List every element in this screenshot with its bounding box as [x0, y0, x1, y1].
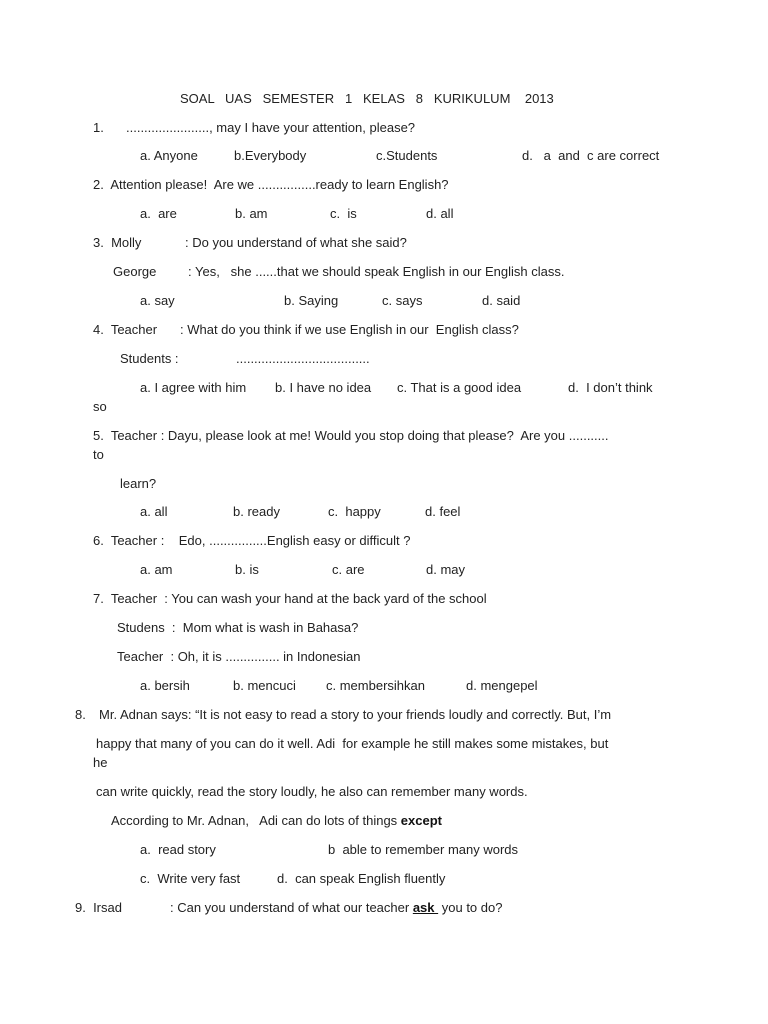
option-c: c. is: [330, 206, 357, 221]
option-a: a. bersih: [140, 678, 190, 693]
question-number: 8.: [75, 707, 86, 722]
option-a: a. am: [140, 562, 173, 577]
dialogue-text-before: : Can you understand of what our teacher: [170, 900, 413, 915]
option-b: b. is: [235, 562, 259, 577]
dialogue-text: : Yes, she ......that we should speak English in our English class.: [188, 264, 565, 279]
option-a: a. say: [140, 293, 175, 308]
option-d-continued: so: [93, 399, 107, 414]
question-text: 5. Teacher : Dayu, please look at me! Would you stop doing that please? Are you ...........: [93, 428, 609, 443]
dialogue-line-1: 7. Teacher : You can wash your hand at the back yard of the school: [93, 591, 487, 606]
option-d: d. I don’t think: [568, 380, 653, 395]
speaker: Students :: [120, 351, 179, 366]
question-text-main: According to Mr. Adnan, Adi can do lots of things: [111, 813, 401, 828]
option-d: d. said: [482, 293, 521, 308]
option-b: b able to remember many words: [328, 842, 519, 857]
passage-line-2: happy that many of you can do it well. Adi for example he still makes some mistakes, but: [96, 736, 609, 751]
question-text: ......................., may I have your attention, please?: [126, 120, 416, 135]
page-title: SOAL UAS SEMESTER 1 KELAS 8 KURIKULUM 2013: [180, 91, 554, 106]
question-text: 2. Attention please! Are we ................ready to learn English?: [93, 177, 449, 192]
option-b: b. Saying: [284, 293, 339, 308]
option-d: d. all: [426, 206, 454, 221]
option-c: c. says: [382, 293, 423, 308]
option-d: d. can speak English fluently: [277, 871, 446, 886]
keyword-except: except: [400, 813, 442, 828]
dialogue-text: : Do you understand of what she said?: [185, 235, 407, 250]
option-d: d. a and c are correct: [522, 148, 660, 163]
keyword-ask: ask: [412, 900, 439, 915]
option-a: a. are: [140, 206, 177, 221]
option-b: b. am: [235, 206, 268, 221]
dialogue-text-after: you to do?: [438, 900, 503, 915]
option-c: c. happy: [328, 504, 381, 519]
passage-line-3: can write quickly, read the story loudly, he also can remember many words.: [96, 784, 528, 799]
option-d: d. may: [426, 562, 466, 577]
speaker: George: [113, 264, 157, 279]
speaker: 3. Molly: [93, 235, 142, 250]
option-a: a. I agree with him: [140, 380, 247, 395]
option-d: d. mengepel: [466, 678, 538, 693]
option-c: c. That is a good idea: [397, 380, 522, 395]
option-c: c. are: [332, 562, 365, 577]
question-number: 1.: [93, 120, 104, 135]
question-text-line-2: learn?: [120, 476, 157, 491]
dialogue-text: : What do you think if we use English in our English class?: [180, 322, 519, 337]
question-text-continued: to: [93, 447, 104, 462]
option-a: a. read story: [140, 842, 216, 857]
option-b: b.Everybody: [234, 148, 307, 163]
option-c: c.Students: [376, 148, 438, 163]
option-a: a. all: [140, 504, 168, 519]
passage-line-2-continued: he: [93, 755, 108, 770]
dialogue-text: [170, 900, 502, 916]
speaker: 4. Teacher: [93, 322, 158, 337]
option-a: a. Anyone: [140, 148, 198, 163]
option-c: c. Write very fast: [140, 871, 241, 886]
question-text: 6. Teacher : Edo, ................English easy or difficult ?: [93, 533, 411, 548]
answer-blank: .....................................: [236, 351, 370, 366]
option-b: b. I have no idea: [275, 380, 372, 395]
dialogue-line-3: Teacher : Oh, it is ............... in Indonesian: [117, 649, 361, 664]
speaker: 9. Irsad: [75, 900, 122, 915]
passage-line-1: Mr. Adnan says: “It is not easy to read a story to your friends loudly and correctly. But, I’m: [99, 707, 612, 722]
option-d: d. feel: [425, 504, 461, 519]
question-text: [111, 813, 442, 829]
option-c: c. membersihkan: [326, 678, 425, 693]
dialogue-line-2: Studens : Mom what is wash in Bahasa?: [117, 620, 359, 635]
option-b: b. mencuci: [233, 678, 296, 693]
option-b: b. ready: [233, 504, 280, 519]
